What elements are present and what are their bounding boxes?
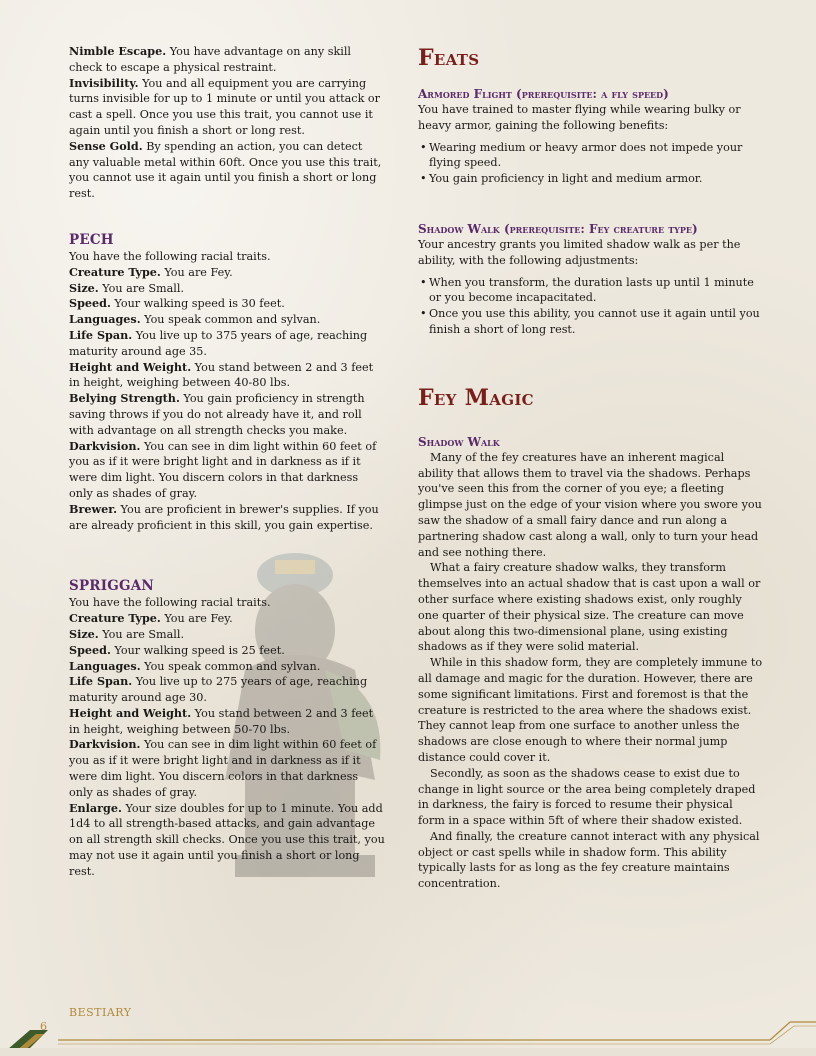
trait-row: Languages. You speak common and sylvan. xyxy=(69,658,321,673)
trait-row: Life Span. You live up to 275 years of age, reaching maturity around age 30. xyxy=(69,674,368,705)
pech-lead: You have the following racial traits. xyxy=(69,249,271,263)
trait-row: Belying Strength. You gain proficiency in strength saving throws if you do not already have it, and roll with advantage on all strength checks you make. xyxy=(69,391,365,437)
feat-shadow-walk xyxy=(418,221,763,338)
spriggan-heading: SPRIGGAN xyxy=(69,578,154,595)
trait-row: Life Span. You live up to 375 years of age, reaching maturity around age 35. xyxy=(69,327,368,358)
paragraph: Many of the fey creatures have an inherent magical ability that allows them to travel via the shadows. Perhaps you've seen this from the corner of you eye; a fleeting glimpse just on the edge of your vision where you swore you saw the shadow of a small fairy dance and run along a partnering shadow cast along a wall, only to turn your head and see nothing there. xyxy=(418,450,762,559)
trait-row: Creature Type. You are Fey. xyxy=(69,611,233,626)
right-column xyxy=(418,44,763,892)
list-item: • You gain proficiency in light and medium armor. xyxy=(418,171,763,187)
trait-row: Size. You are Small. xyxy=(69,626,185,641)
shadow-walk-heading: Shadow Walk xyxy=(418,434,500,449)
feats-heading: Feats xyxy=(418,45,480,71)
armored-flight-text: You have trained to master flying while wearing bulky or heavy armor, gaining the following benefits: xyxy=(418,103,741,132)
paragraph: And finally, the creature cannot interact with any physical object or cast spells while in shadow form. This ability typically lasts for as long as the fey creature maintains concentration. xyxy=(418,829,760,891)
list-item: • Once you use this ability, you cannot use it again until you finish a short of long rest. xyxy=(418,306,763,338)
trait-row: Darkvision. You can see in dim light within 60 feet of you as if it were bright light and in darkness as if it were dim light. You discern colors in that darkness only as shades of gray. xyxy=(69,737,377,799)
armored-flight-heading: Armored Flight (prerequisite: a fly speed) xyxy=(418,87,669,101)
shadow-walk-feat-text: Your ancestry grants you limited shadow walk as per the ability, with the following adjustments: xyxy=(418,237,741,267)
trait-row: Height and Weight. You stand between 2 and 3 feet in height, weighing between 50-70 lbs. xyxy=(69,705,374,736)
trait-row: Brewer. You are proficient in brewer's supplies. If you are already proficient in this skill, you gain expertise. xyxy=(69,501,379,532)
list-item: • Wearing medium or heavy armor does not impede your flying speed. xyxy=(418,140,763,172)
trait-row: Height and Weight. You stand between 2 and 3 feet in height, weighing between 40-80 lbs. xyxy=(69,359,374,390)
trait-nimble-escape: Nimble Escape. You have advantage on any skill check to escape a physical restraint. xyxy=(69,44,352,74)
page-number: 6 xyxy=(40,1020,47,1033)
list-item: • When you transform, the duration lasts up until 1 minute or you become incapacitated. xyxy=(418,275,763,307)
paragraph: While in this shadow form, they are completely immune to all damage and magic for the duration. However, there are some significant limitations. First and foremost is that the creature is restricted to the area where the shadows exist. They cannot leap from one surface to another unless the shadows are close enough to where their normal jump distance could cover it. xyxy=(418,656,763,764)
trait-row: Enlarge. Your size doubles for up to 1 minute. You add 1d4 to all strength-based attacks, and gain advantage on all strength skill checks. Once you use this trait, you may not use it again until you finish a short or long rest. xyxy=(69,800,385,878)
feat-armored-flight xyxy=(418,86,763,187)
spriggan-section xyxy=(69,577,385,879)
trait-row: Darkvision. You can see in dim light within 60 feet of you as if it were bright light and in darkness as if it were dim light. You discern colors in that darkness only as shades of gray. xyxy=(69,438,377,500)
shadow-walk-feat-heading: Shadow Walk (prerequisite: Fey creature type) xyxy=(418,221,698,236)
trait-row: Size. You are Small. xyxy=(69,280,185,295)
left-column xyxy=(69,44,385,880)
pech-section xyxy=(69,231,385,533)
trait-sense-gold: Sense Gold. By spending an action, you can detect any valuable metal within 60ft. Once you use this trait, you cannot use it again until you finish a short or long rest. xyxy=(69,138,382,201)
paragraph: Secondly, as soon as the shadows cease to exist due to change in light source or the area being completely draped in darkness, the fairy is forced to resume their physical form in a space within 5ft of where their shadow existed. xyxy=(418,766,756,828)
fey-magic-heading: Fey Magic xyxy=(418,384,534,411)
trait-row: Creature Type. You are Fey. xyxy=(69,264,233,279)
footer-section-label: BESTIARY xyxy=(69,1006,132,1019)
shadow-walk-adjustments xyxy=(418,275,763,338)
shadow-walk-ability xyxy=(418,434,763,892)
spriggan-lead: You have the following racial traits. xyxy=(69,596,271,610)
pech-heading: PECH xyxy=(69,231,114,248)
intro-traits xyxy=(69,44,385,202)
trait-row: Languages. You speak common and sylvan. xyxy=(69,312,321,327)
paragraph: What a fairy creature shadow walks, they transform themselves into an actual shadow that is cast upon a wall or other surface where existing shadows exist, only roughly one quarter of their physical size. The creature can move about along this two-dimensional plane, using existing shadows as if they were solid material. xyxy=(418,561,761,654)
trait-invisibility: Invisibility. You and all equipment you are carrying turns invisible for up to 1 minute or until you attack or cast a spell. Once you use this trait, you cannot use it again until you finish a short or long rest. xyxy=(69,75,380,137)
armored-flight-benefits xyxy=(418,140,763,187)
trait-row: Speed. Your walking speed is 30 feet. xyxy=(69,296,285,311)
trait-row: Speed. Your walking speed is 25 feet. xyxy=(69,642,285,657)
